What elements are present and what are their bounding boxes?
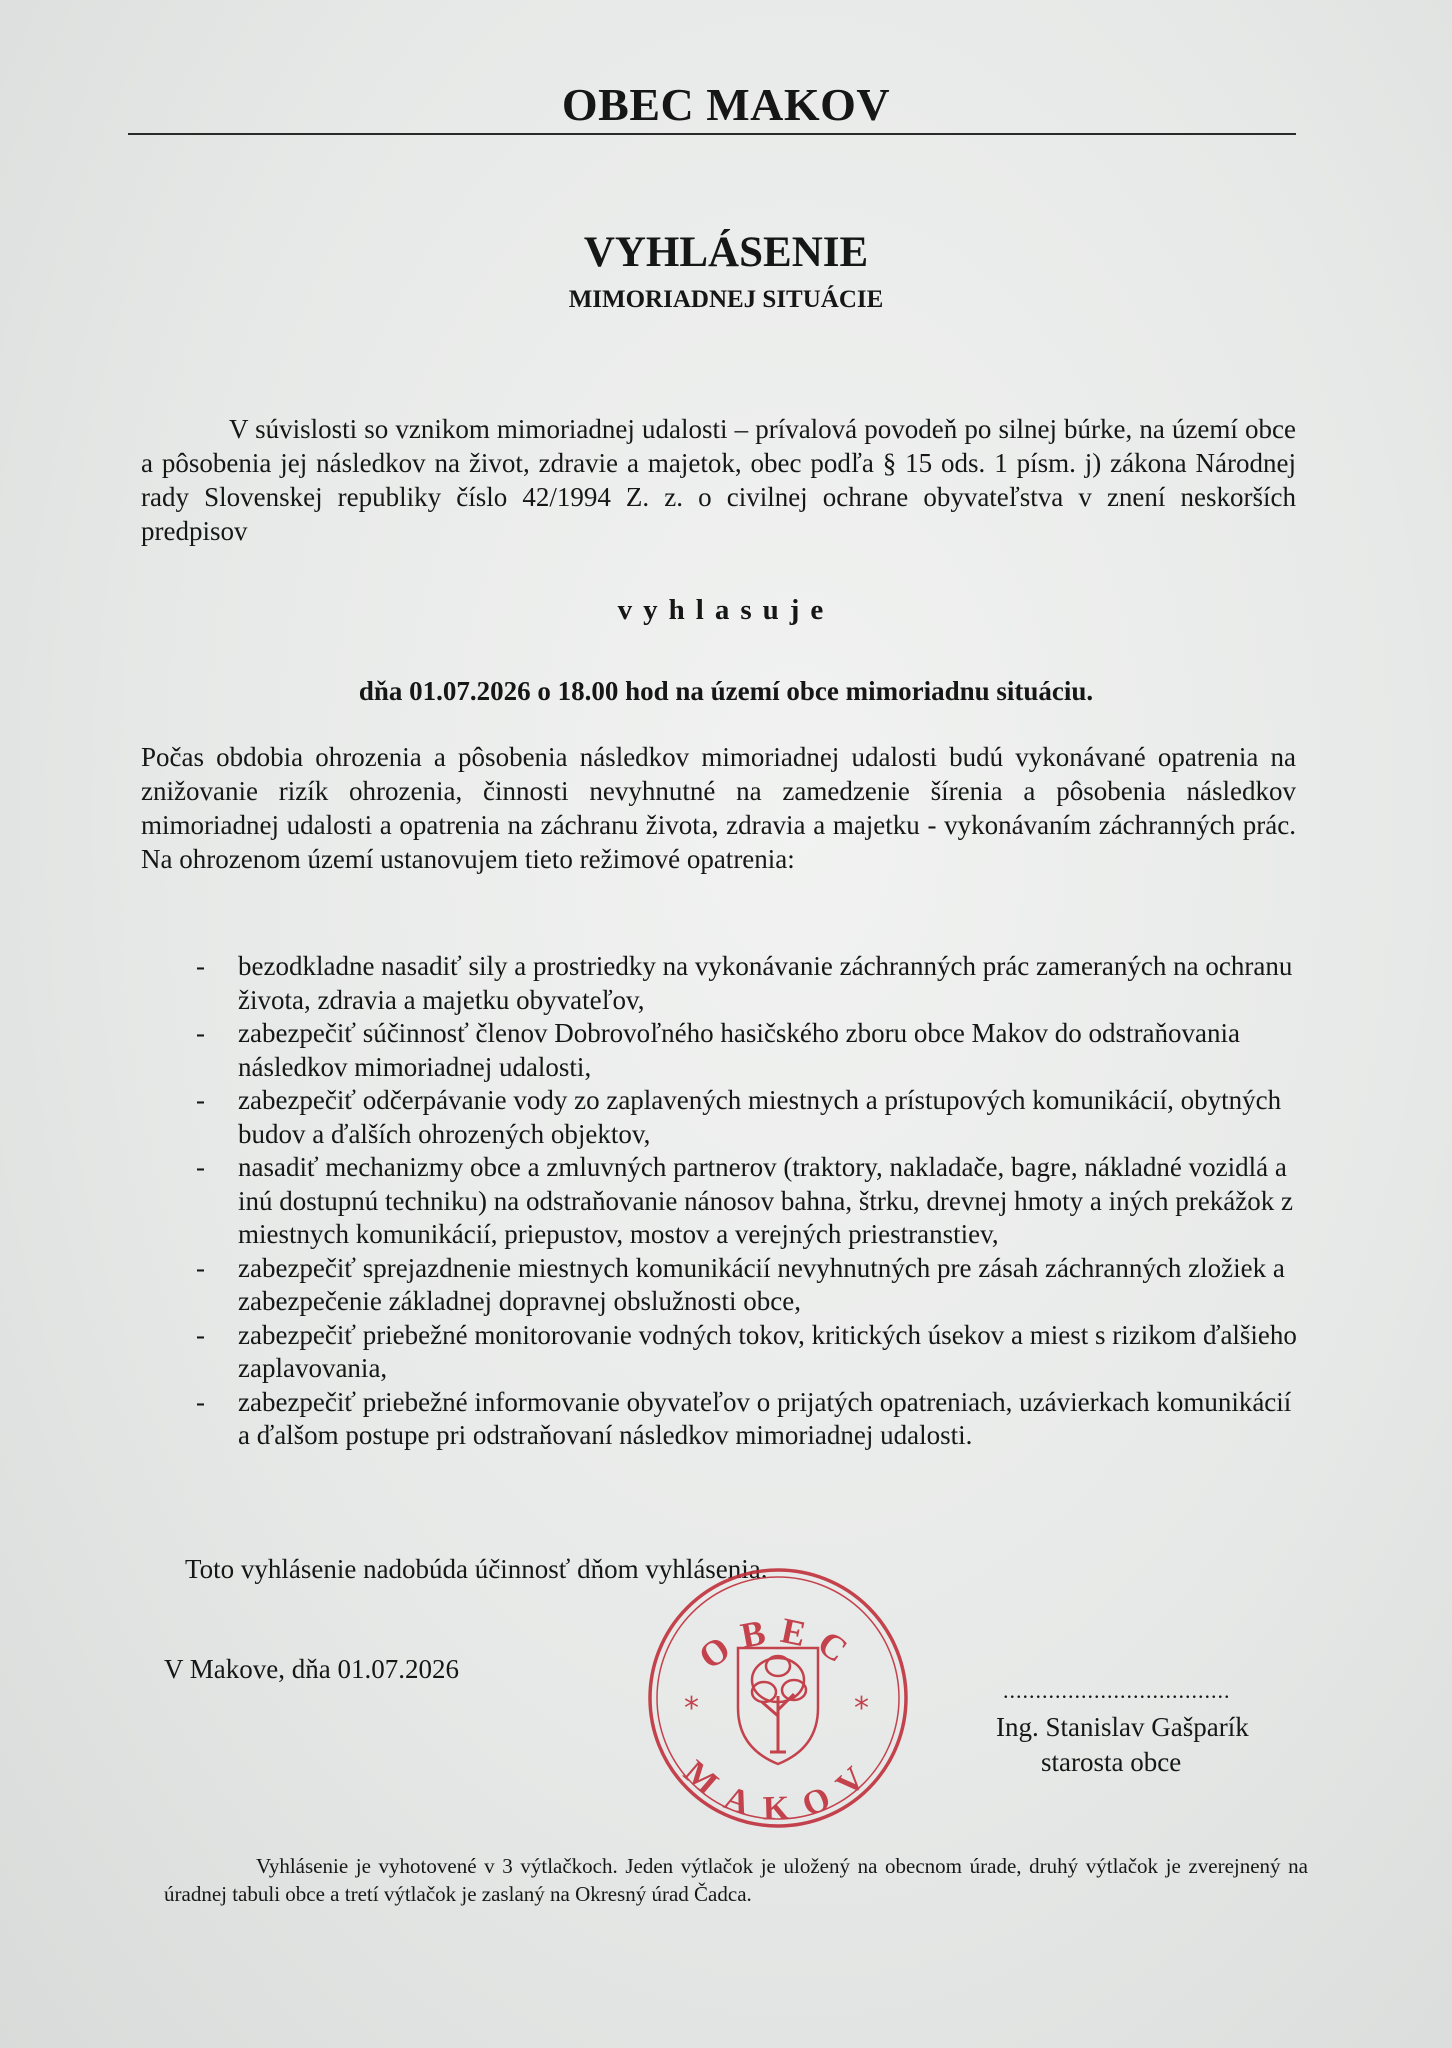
footer-note: Vyhlásenie je vyhotovené v 3 výtlačkoch. Jeden výtlačok je uložený na obecnom úrade, druhý výtlačok je zverejnený na úradnej tabuli obce a tretí výtlačok je zaslaný na Okresný úrad Čadca. [164, 1854, 1308, 1906]
bullet-dash: - [196, 1085, 205, 1115]
bullet-dash: - [196, 951, 205, 981]
list-item [188, 1386, 1298, 1453]
stamp-bottom-text: MAKOV [676, 1753, 880, 1828]
list-item [188, 1151, 1298, 1252]
bullet-dash: - [196, 1252, 205, 1283]
bullet-dash: - [196, 1152, 205, 1182]
signatory-name: Ing. Stanislav Gašparík [996, 1712, 1249, 1742]
measure-text: zabezpečiť súčinnosť členov Dobrovoľného hasičského zboru obce Makov do odstraňovania následkov mimoriadnej udalosti, [238, 1018, 1240, 1082]
asterisk-icon: * [854, 1691, 869, 1726]
place-and-date: V Makove, dňa 01.07.2026 [164, 1654, 459, 1684]
declaration-date-line: dňa 01.07.2026 o 18.00 hod na území obce mimoriadnu situáciu. [358, 676, 1094, 706]
measure-text: zabezpečiť sprejazdnenie miestnych komunikácií nevyhnutných pre zásah záchranných zložiek a zabezpečenie základnej dopravnej obslužnosti obce, [238, 1252, 1285, 1316]
measure-text: zabezpečiť priebežné informovanie obyvateľov o prijatých opatreniach, uzávierkach komunikácií a ďalšom postupe pri odstraňovaní následkov mimoriadnej udalosti. [238, 1386, 1292, 1450]
signature-line: ................................... [1003, 1678, 1231, 1703]
list-item [188, 1319, 1298, 1386]
header-divider [128, 133, 1296, 135]
stamp-top-text: OBEC [691, 1609, 865, 1678]
municipality-header: OBEC MAKOV [561, 79, 891, 130]
bullet-dash: - [196, 1018, 205, 1048]
document-subtitle: MIMORIADNEJ SITUÁCIE [568, 286, 884, 313]
effective-date-statement: Toto vyhlásenie nadobúda účinnosť dňom vyhlásenia. [185, 1554, 768, 1584]
list-item [188, 1017, 1298, 1084]
asterisk-icon: * [684, 1691, 699, 1726]
measures-list [188, 950, 1298, 1453]
bullet-dash: - [196, 1386, 205, 1417]
bullet-dash: - [196, 1319, 205, 1350]
tree-coat-of-arms-icon [738, 1648, 818, 1764]
list-item [188, 1084, 1298, 1151]
measure-text: zabezpečiť priebežné monitorovanie vodných tokov, kritických úsekov a miest s rizikom ďalšieho zaplavovania, [238, 1319, 1297, 1383]
intro-paragraph: V súvislosti so vznikom mimoriadnej udalosti – prívalová povodeň po silnej búrke, na území obce a pôsobenia jej následkov na život, zdravie a majetok, obec podľa § 15 ods. 1 písm. j) zákona Národnej rady Slovenskej republiky číslo 42/1994 Z. z. o civilnej ochrane obyvateľstva v znení neskorších predpisov [141, 414, 1296, 546]
official-stamp [646, 1566, 910, 1830]
measures-intro-paragraph: Počas obdobia ohrozenia a pôsobenia následkov mimoriadnej udalosti budú vykonávané opatrenia na znižovanie rizík ohrozenia, činnosti nevyhnutné na zamedzenie šírenia a pôsobenia následkov mimoriadnej udalosti a opatrenia na záchranu života, zdravia a majetku - vykonávaním záchranných prác. Na ohrozenom území ustanovujem tieto režimové opatrenia: [141, 742, 1296, 874]
list-item [188, 950, 1298, 1017]
signatory-role: starosta obce [1041, 1747, 1182, 1777]
declaration-word: vyhlasuje [617, 594, 835, 626]
document-title: VYHLÁSENIE [583, 229, 869, 276]
measure-text: nasadiť mechanizmy obce a zmluvných partnerov (traktory, nakladače, bagre, nákladné vozidlá a inú dostupnú techniku) na odstraňovanie nánosov bahna, štrku, drevnej hmoty a iných prekážok z miestnych komunikácií, priepustov, mostov a verejných priestranstiev, [238, 1152, 1293, 1249]
measure-text: zabezpečiť odčerpávanie vody zo zaplavených miestnych a prístupových komunikácií, obytných budov a ďalších ohrozených objektov, [238, 1085, 1282, 1149]
list-item [188, 1252, 1298, 1319]
measure-text: bezodkladne nasadiť sily a prostriedky na vykonávanie záchranných prác zameraných na ochranu života, zdravia a majetku obyvateľov, [238, 951, 1293, 1015]
